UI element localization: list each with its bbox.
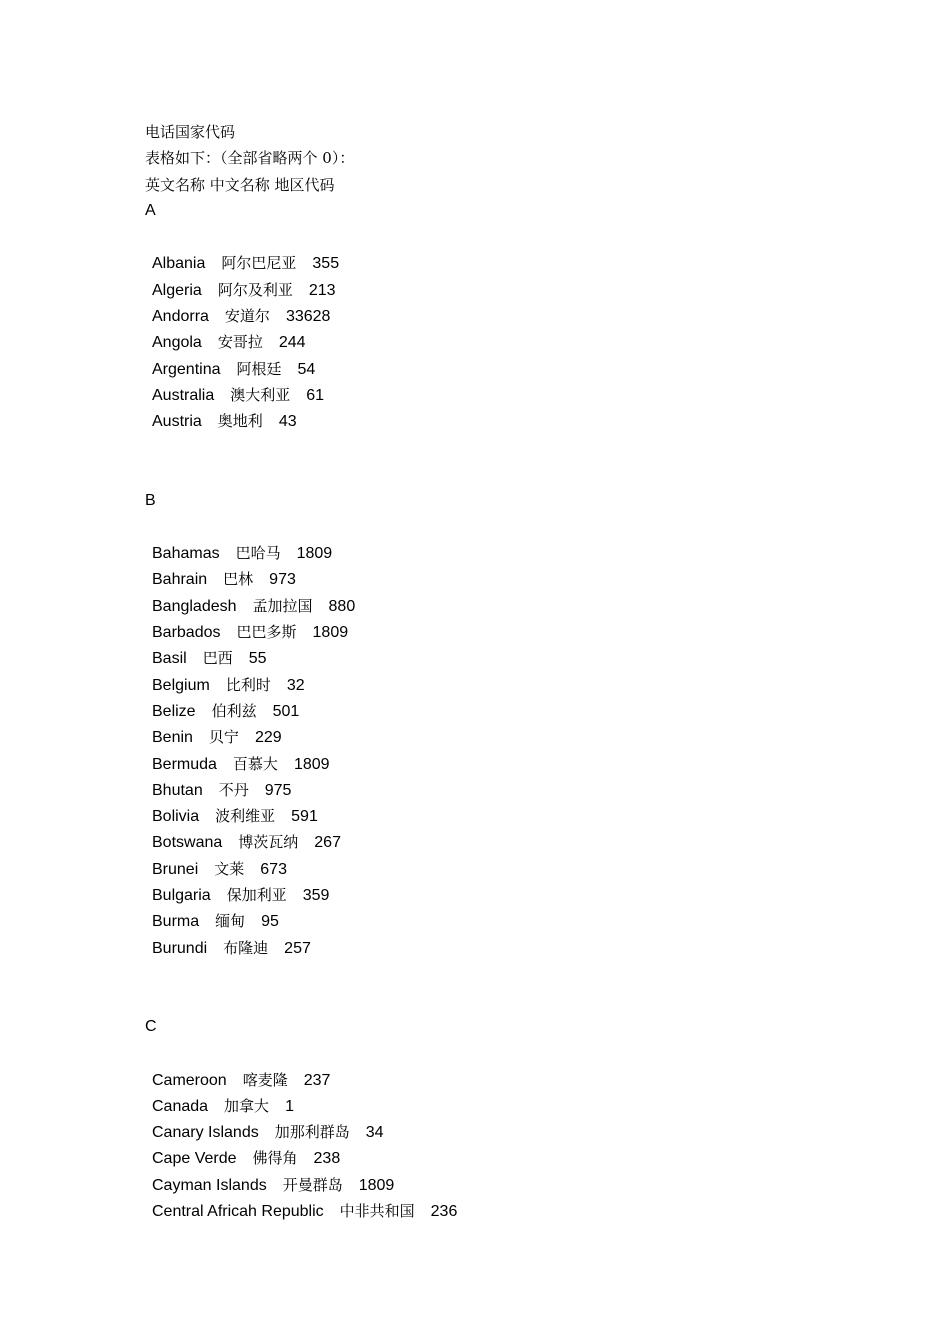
country-chinese-name: 佛得角 <box>252 1149 298 1168</box>
section-letter: C <box>145 1017 157 1035</box>
list-item <box>152 1145 905 1171</box>
country-chinese-name: 缅甸 <box>215 912 246 931</box>
country-chinese-name: 阿尔及利亚 <box>217 280 293 299</box>
country-english-name: Bolivia <box>152 808 200 826</box>
country-chinese-name: 伯利兹 <box>211 701 257 720</box>
list-item <box>152 882 905 908</box>
country-english-name: Andorra <box>152 308 209 326</box>
country-english-name: Angola <box>152 334 202 352</box>
country-dial-code: 213 <box>308 281 336 299</box>
spacer <box>145 1040 905 1066</box>
list-item <box>152 408 905 434</box>
country-english-name: Cameroon <box>152 1071 227 1089</box>
spacer <box>145 224 905 250</box>
list-item <box>152 303 905 329</box>
country-dial-code: 54 <box>297 360 316 378</box>
country-english-name: Basil <box>152 650 187 668</box>
country-dial-code: 501 <box>272 702 300 720</box>
country-dial-code: 61 <box>306 386 325 404</box>
country-english-name: Burundi <box>152 939 208 957</box>
country-dial-code: 244 <box>278 334 306 352</box>
list-item <box>152 751 905 777</box>
section-b <box>145 488 905 1014</box>
list-item <box>152 698 905 724</box>
list-item <box>152 829 905 855</box>
country-dial-code: 229 <box>254 729 282 747</box>
country-chinese-name: 阿根廷 <box>236 359 282 378</box>
country-chinese-name: 百慕大 <box>232 754 278 773</box>
country-english-name: Canada <box>152 1097 209 1115</box>
country-english-name: Cape Verde <box>152 1150 237 1168</box>
country-chinese-name: 布隆迪 <box>223 938 269 957</box>
country-dial-code: 359 <box>302 887 330 905</box>
list-item <box>152 619 905 645</box>
list-item <box>152 1119 905 1145</box>
country-dial-code: 673 <box>260 860 287 878</box>
country-dial-code: 591 <box>291 808 318 826</box>
country-dial-code: 236 <box>430 1202 458 1220</box>
list-item <box>152 540 905 566</box>
list-item <box>152 935 905 961</box>
country-chinese-name: 巴巴多斯 <box>236 623 297 642</box>
country-english-name: Belgium <box>152 676 210 694</box>
country-chinese-name: 巴西 <box>202 649 233 668</box>
country-english-name: Algeria <box>152 281 202 299</box>
column-headers: 英文名称 中文名称 地区代码 <box>145 175 335 194</box>
country-chinese-name: 孟加拉国 <box>252 596 313 615</box>
country-sections <box>145 198 905 1224</box>
country-chinese-name: 阿尔巴尼亚 <box>221 254 297 273</box>
list-item <box>152 329 905 355</box>
list-item <box>152 777 905 803</box>
country-english-name: Burma <box>152 913 200 931</box>
country-english-name: Bahrain <box>152 571 208 589</box>
country-dial-code: 267 <box>314 834 341 852</box>
country-chinese-name: 不丹 <box>218 780 249 799</box>
country-english-name: Bhutan <box>152 781 203 799</box>
list-item <box>152 856 905 882</box>
country-dial-code: 32 <box>286 676 305 694</box>
section-letter: B <box>145 491 156 509</box>
country-chinese-name: 开曼群岛 <box>282 1175 343 1194</box>
country-english-name: Barbados <box>152 624 221 642</box>
list-item <box>152 1067 905 1093</box>
list-item <box>152 566 905 592</box>
list-item <box>152 1172 905 1198</box>
country-list <box>145 250 905 434</box>
list-item <box>152 672 905 698</box>
country-chinese-name: 加拿大 <box>224 1096 270 1115</box>
country-english-name: Austria <box>152 413 202 431</box>
country-dial-code: 257 <box>284 939 311 957</box>
country-list <box>145 540 905 961</box>
list-item <box>152 645 905 671</box>
country-dial-code: 34 <box>365 1124 384 1142</box>
section-a <box>145 198 905 488</box>
country-dial-code: 55 <box>248 650 267 668</box>
country-english-name: Botswana <box>152 834 223 852</box>
country-chinese-name: 波利维亚 <box>215 807 276 826</box>
list-item <box>152 593 905 619</box>
country-chinese-name: 保加利亚 <box>226 886 287 905</box>
list-item <box>152 356 905 382</box>
country-dial-code: 33628 <box>285 308 331 326</box>
country-dial-code: 1809 <box>293 755 330 773</box>
spacer <box>145 514 905 540</box>
country-chinese-name: 喀麦隆 <box>242 1070 288 1089</box>
spacer <box>145 435 905 488</box>
country-english-name: Argentina <box>152 360 221 378</box>
country-dial-code: 1809 <box>296 545 333 563</box>
document-page <box>145 119 905 1224</box>
country-chinese-name: 博茨瓦纳 <box>238 833 299 852</box>
country-dial-code: 237 <box>303 1071 331 1089</box>
list-item <box>152 277 905 303</box>
country-chinese-name: 澳大利亚 <box>230 385 291 404</box>
country-dial-code: 1 <box>285 1097 294 1115</box>
list-item <box>152 1198 905 1224</box>
country-english-name: Belize <box>152 702 196 720</box>
country-english-name: Albania <box>152 255 206 273</box>
country-dial-code: 975 <box>264 781 292 799</box>
country-dial-code: 238 <box>313 1150 341 1168</box>
country-chinese-name: 安哥拉 <box>217 333 263 352</box>
country-chinese-name: 加那利群岛 <box>274 1123 350 1142</box>
country-chinese-name: 巴林 <box>223 570 254 589</box>
country-english-name: Bermuda <box>152 755 217 773</box>
country-dial-code: 95 <box>261 913 279 931</box>
country-dial-code: 1809 <box>312 624 349 642</box>
list-item <box>152 250 905 276</box>
country-english-name: Central Africah Republic <box>152 1202 324 1220</box>
country-english-name: Bahamas <box>152 545 220 563</box>
country-chinese-name: 文莱 <box>214 859 245 878</box>
country-english-name: Bangladesh <box>152 597 237 615</box>
country-list <box>145 1067 905 1225</box>
document-title: 电话国家代码 <box>145 123 236 141</box>
list-item <box>152 803 905 829</box>
country-english-name: Cayman Islands <box>152 1176 267 1194</box>
spacer <box>145 961 905 1014</box>
section-c <box>145 1014 905 1224</box>
country-dial-code: 355 <box>312 255 340 273</box>
list-item <box>152 908 905 934</box>
section-letter: A <box>145 201 156 219</box>
country-english-name: Benin <box>152 729 193 747</box>
list-item <box>152 724 905 750</box>
country-chinese-name: 奥地利 <box>217 412 263 431</box>
country-chinese-name: 比利时 <box>225 675 271 694</box>
country-dial-code: 880 <box>328 597 356 615</box>
country-english-name: Australia <box>152 386 215 404</box>
country-chinese-name: 安道尔 <box>224 307 270 326</box>
country-chinese-name: 中非共和国 <box>339 1201 415 1220</box>
country-dial-code: 43 <box>278 413 297 431</box>
country-chinese-name: 贝宁 <box>208 728 239 747</box>
country-dial-code: 1809 <box>358 1176 395 1194</box>
country-english-name: Bulgaria <box>152 887 211 905</box>
country-dial-code: 973 <box>269 571 296 589</box>
format-note: 表格如下：（全部省略两个 0）： <box>145 149 355 168</box>
list-item <box>152 1093 905 1119</box>
country-english-name: Brunei <box>152 860 199 878</box>
list-item <box>152 382 905 408</box>
country-chinese-name: 巴哈马 <box>235 544 281 563</box>
country-english-name: Canary Islands <box>152 1124 259 1142</box>
